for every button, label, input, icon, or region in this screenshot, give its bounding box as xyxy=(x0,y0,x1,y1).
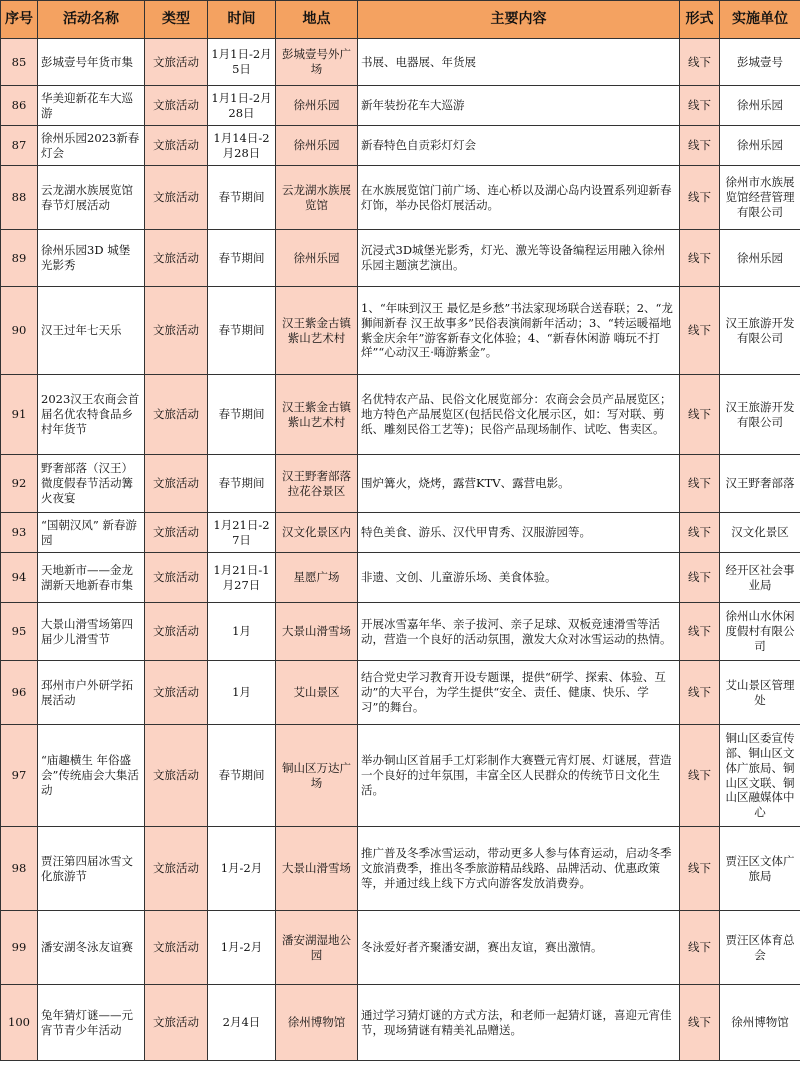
cell-type: 文旅活动 xyxy=(145,455,208,513)
cell-place: 星愿广场 xyxy=(276,553,358,603)
table-row xyxy=(1,603,800,661)
cell-content: 沉浸式3D城堡光影秀，灯光、激光等设备编程运用融入徐州乐园主题演艺演出。 xyxy=(358,230,680,287)
header-org: 实施单位 xyxy=(720,1,800,39)
cell-place: 徐州乐园 xyxy=(276,126,358,166)
cell-form: 线下 xyxy=(680,375,720,455)
cell-place: 徐州博物馆 xyxy=(276,985,358,1061)
cell-org: 彭城壹号 xyxy=(720,39,800,86)
cell-name: 贾汪第四届冰雪文化旅游节 xyxy=(38,827,145,911)
header-type: 类型 xyxy=(145,1,208,39)
cell-org: 徐州乐园 xyxy=(720,230,800,287)
cell-content: 新年装扮花车大巡游 xyxy=(358,86,680,126)
header-no: 序号 xyxy=(1,1,38,39)
cell-place: 铜山区万达广场 xyxy=(276,725,358,827)
cell-no: 89 xyxy=(1,230,38,287)
cell-form: 线下 xyxy=(680,911,720,985)
cell-no: 95 xyxy=(1,603,38,661)
cell-org: 徐州博物馆 xyxy=(720,985,800,1061)
cell-no: 90 xyxy=(1,287,38,375)
cell-name: 兔年猜灯谜——元宵节青少年活动 xyxy=(38,985,145,1061)
cell-place: 汉文化景区内 xyxy=(276,513,358,553)
cell-no: 88 xyxy=(1,166,38,230)
cell-time: 1月-2月 xyxy=(208,911,276,985)
cell-name: 潘安湖冬泳友谊赛 xyxy=(38,911,145,985)
cell-place: 云龙湖水族展览馆 xyxy=(276,166,358,230)
cell-form: 线下 xyxy=(680,985,720,1061)
header-content: 主要内容 xyxy=(358,1,680,39)
table-header-row xyxy=(1,1,800,39)
cell-type: 文旅活动 xyxy=(145,375,208,455)
cell-type: 文旅活动 xyxy=(145,513,208,553)
cell-form: 线下 xyxy=(680,455,720,513)
cell-org: 经开区社会事业局 xyxy=(720,553,800,603)
cell-time: 1月1日-2月28日 xyxy=(208,86,276,126)
cell-name: 云龙湖水族展览馆春节灯展活动 xyxy=(38,166,145,230)
cell-form: 线下 xyxy=(680,230,720,287)
table-row xyxy=(1,911,800,985)
table-row xyxy=(1,375,800,455)
cell-content: 非遗、文创、儿童游乐场、美食体验。 xyxy=(358,553,680,603)
table-row xyxy=(1,86,800,126)
cell-form: 线下 xyxy=(680,86,720,126)
cell-type: 文旅活动 xyxy=(145,603,208,661)
cell-form: 线下 xyxy=(680,603,720,661)
table-row xyxy=(1,230,800,287)
cell-content: 1、“年味到汉王 最忆是乡愁”书法家现场联合送春联；2、“龙狮闹新春 汉王故事多”民俗表演闹新年活动；3、“转运暖福地 紫金庆余年”游客新春文化体验；4、“新春休闲游 嗨玩不打烊”“心动汉王·嗨游紫金”。 xyxy=(358,287,680,375)
cell-type: 文旅活动 xyxy=(145,230,208,287)
cell-no: 86 xyxy=(1,86,38,126)
cell-no: 94 xyxy=(1,553,38,603)
cell-time: 1月1日-2月5日 xyxy=(208,39,276,86)
cell-no: 97 xyxy=(1,725,38,827)
cell-content: 名优特农产品、民俗文化展览部分：农商会会员产品展览区；地方特色产品展览区(包括民俗文化展示区，如：写对联、剪纸、雕刻民俗工艺等)；民俗产品现场制作、试吃、售卖区。 xyxy=(358,375,680,455)
header-form: 形式 xyxy=(680,1,720,39)
cell-form: 线下 xyxy=(680,287,720,375)
header-time: 时间 xyxy=(208,1,276,39)
table-row xyxy=(1,126,800,166)
cell-name: 彭城壹号年货市集 xyxy=(38,39,145,86)
cell-no: 85 xyxy=(1,39,38,86)
cell-time: 1月21日-1月27日 xyxy=(208,553,276,603)
table-row xyxy=(1,166,800,230)
cell-type: 文旅活动 xyxy=(145,166,208,230)
cell-org: 汉文化景区 xyxy=(720,513,800,553)
cell-time: 1月-2月 xyxy=(208,827,276,911)
table-row xyxy=(1,287,800,375)
header-place: 地点 xyxy=(276,1,358,39)
cell-org: 贾汪区体育总会 xyxy=(720,911,800,985)
cell-form: 线下 xyxy=(680,661,720,725)
cell-type: 文旅活动 xyxy=(145,126,208,166)
cell-time: 春节期间 xyxy=(208,375,276,455)
cell-form: 线下 xyxy=(680,126,720,166)
cell-org: 徐州市水族展览馆经营管理有限公司 xyxy=(720,166,800,230)
cell-place: 汉王野奢部落拉花谷景区 xyxy=(276,455,358,513)
cell-content: 推广普及冬季冰雪运动，带动更多人参与体育运动，启动冬季文旅消费季，推出冬季旅游精品线路、品牌活动、优惠政策等，并通过线上线下方式向游客发放消费券。 xyxy=(358,827,680,911)
cell-no: 96 xyxy=(1,661,38,725)
cell-time: 春节期间 xyxy=(208,725,276,827)
cell-content: 通过学习猜灯谜的方式方法，和老师一起猜灯谜，喜迎元宵佳节，现场猜谜有精美礼品赠送。 xyxy=(358,985,680,1061)
cell-type: 文旅活动 xyxy=(145,86,208,126)
cell-time: 春节期间 xyxy=(208,455,276,513)
cell-type: 文旅活动 xyxy=(145,725,208,827)
cell-form: 线下 xyxy=(680,725,720,827)
cell-org: 徐州乐园 xyxy=(720,126,800,166)
table-row xyxy=(1,513,800,553)
cell-place: 彭城壹号外广场 xyxy=(276,39,358,86)
cell-name: 天地新市——金龙湖新天地新春市集 xyxy=(38,553,145,603)
cell-no: 92 xyxy=(1,455,38,513)
cell-name: “庙趣横生 年俗盛会”传统庙会大集活动 xyxy=(38,725,145,827)
cell-time: 1月 xyxy=(208,661,276,725)
cell-name: 大景山滑雪场第四届少儿滑雪节 xyxy=(38,603,145,661)
table-row xyxy=(1,985,800,1061)
table-row xyxy=(1,553,800,603)
cell-form: 线下 xyxy=(680,39,720,86)
cell-no: 98 xyxy=(1,827,38,911)
table-row xyxy=(1,661,800,725)
cell-content: 新春特色自贡彩灯灯会 xyxy=(358,126,680,166)
table-row xyxy=(1,827,800,911)
cell-content: 特色美食、游乐、汉代甲胄秀、汉服游园等。 xyxy=(358,513,680,553)
cell-name: “国朝汉风” 新春游园 xyxy=(38,513,145,553)
table-row xyxy=(1,455,800,513)
cell-time: 2月4日 xyxy=(208,985,276,1061)
cell-content: 开展冰雪嘉年华、亲子拔河、亲子足球、双板竞速滑雪等活动，营造一个良好的活动氛围，激发大众对冰雪运动的热情。 xyxy=(358,603,680,661)
cell-type: 文旅活动 xyxy=(145,287,208,375)
cell-time: 1月21日-27日 xyxy=(208,513,276,553)
cell-time: 春节期间 xyxy=(208,287,276,375)
cell-content: 结合党史学习教育开设专题课，提供“研学、探索、体验、互动”的大平台，为学生提供“安全、责任、健康、快乐、学习”的舞台。 xyxy=(358,661,680,725)
cell-org: 汉王旅游开发有限公司 xyxy=(720,375,800,455)
cell-place: 汉王紫金古镇紫山艺术村 xyxy=(276,375,358,455)
cell-place: 大景山滑雪场 xyxy=(276,827,358,911)
cell-type: 文旅活动 xyxy=(145,985,208,1061)
cell-type: 文旅活动 xyxy=(145,661,208,725)
cell-name: 徐州乐园2023新春灯会 xyxy=(38,126,145,166)
cell-type: 文旅活动 xyxy=(145,39,208,86)
cell-no: 93 xyxy=(1,513,38,553)
cell-no: 100 xyxy=(1,985,38,1061)
table-row xyxy=(1,725,800,827)
cell-time: 春节期间 xyxy=(208,230,276,287)
cell-place: 大景山滑雪场 xyxy=(276,603,358,661)
cell-org: 徐州乐园 xyxy=(720,86,800,126)
cell-name: 汉王过年七天乐 xyxy=(38,287,145,375)
cell-name: 华美迎新花车大巡游 xyxy=(38,86,145,126)
table-body xyxy=(1,39,800,1061)
cell-content: 举办铜山区首届手工灯彩制作大赛暨元宵灯展、灯谜展，营造一个良好的过年氛围，丰富全区人民群众的传统节日文化生活。 xyxy=(358,725,680,827)
cell-type: 文旅活动 xyxy=(145,553,208,603)
cell-form: 线下 xyxy=(680,513,720,553)
cell-place: 徐州乐园 xyxy=(276,230,358,287)
cell-time: 1月14日-2月28日 xyxy=(208,126,276,166)
cell-name: 徐州乐园3D 城堡光影秀 xyxy=(38,230,145,287)
cell-content: 冬泳爱好者齐聚潘安湖，赛出友谊，赛出激情。 xyxy=(358,911,680,985)
cell-org: 徐州山水休闲度假村有限公司 xyxy=(720,603,800,661)
table-row xyxy=(1,39,800,86)
cell-org: 汉王旅游开发有限公司 xyxy=(720,287,800,375)
cell-time: 春节期间 xyxy=(208,166,276,230)
cell-org: 艾山景区管理处 xyxy=(720,661,800,725)
cell-type: 文旅活动 xyxy=(145,827,208,911)
cell-form: 线下 xyxy=(680,553,720,603)
cell-name: 野奢部落（汉王）微度假春节活动篝火夜宴 xyxy=(38,455,145,513)
cell-org: 铜山区委宣传部、铜山区文体广旅局、铜山区文联、铜山区融媒体中心 xyxy=(720,725,800,827)
cell-content: 在水族展览馆门前广场、连心桥以及湖心岛内设置系列迎新春灯饰，举办民俗灯展活动。 xyxy=(358,166,680,230)
cell-no: 87 xyxy=(1,126,38,166)
cell-name: 邳州市户外研学拓展活动 xyxy=(38,661,145,725)
cell-place: 潘安湖湿地公园 xyxy=(276,911,358,985)
cell-form: 线下 xyxy=(680,166,720,230)
cell-place: 徐州乐园 xyxy=(276,86,358,126)
cell-no: 91 xyxy=(1,375,38,455)
cell-type: 文旅活动 xyxy=(145,911,208,985)
cell-time: 1月 xyxy=(208,603,276,661)
cell-content: 书展、电器展、年货展 xyxy=(358,39,680,86)
cell-form: 线下 xyxy=(680,827,720,911)
cell-no: 99 xyxy=(1,911,38,985)
header-name: 活动名称 xyxy=(38,1,145,39)
cell-org: 贾汪区文体广旅局 xyxy=(720,827,800,911)
cell-place: 汉王紫金古镇紫山艺术村 xyxy=(276,287,358,375)
cell-content: 围炉篝火，烧烤，露营KTV、露营电影。 xyxy=(358,455,680,513)
cell-org: 汉王野奢部落 xyxy=(720,455,800,513)
cell-name: 2023汉王农商会首届名优农特食品乡村年货节 xyxy=(38,375,145,455)
cell-place: 艾山景区 xyxy=(276,661,358,725)
